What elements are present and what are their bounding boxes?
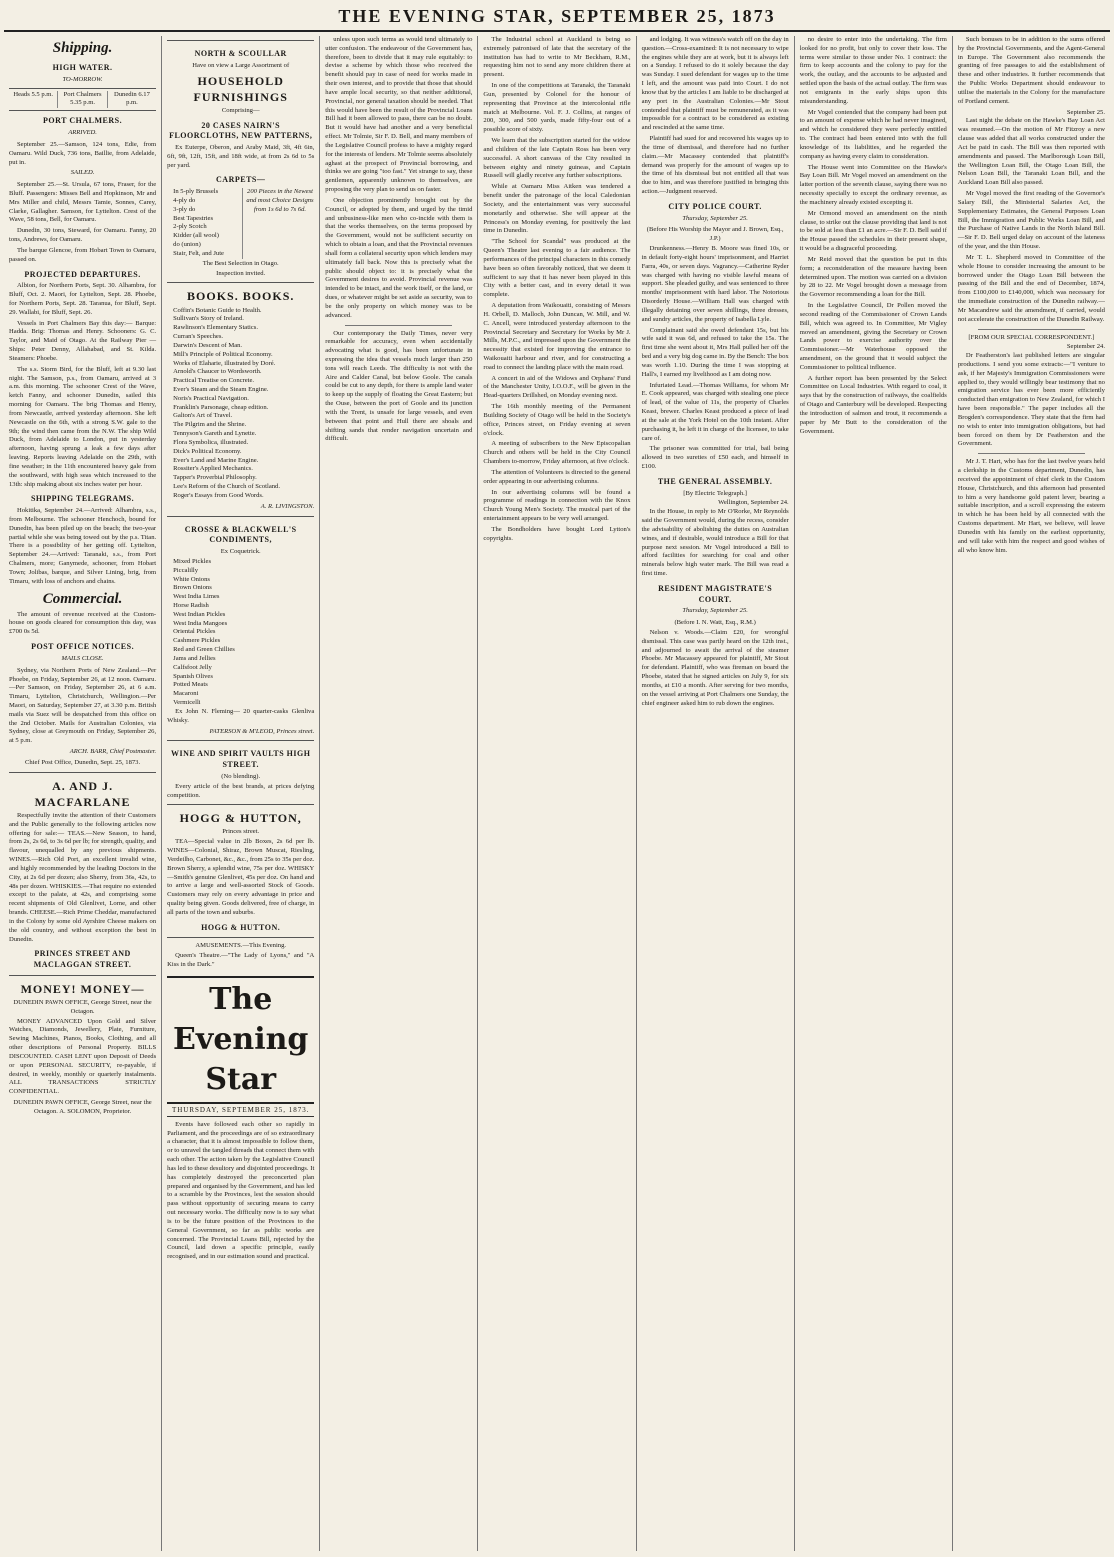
resident-text: Nelson v. Woods.—Claim £20, for wrongful dismissal. This case was partly heard on the 12th inst., and adjourned to await the arrival of the steamer Phoebe. Mr Macassey appeared for plaintiff, Mr Stout for defendant. Plaintiff, who was fireman on board the Phoebe, stated that he signed articles on July 9, for six months, at £10 a month. After serving for two months, on the vessel arriving at Port Chalmers one Sunday, the chief engineer asked him to rub down the engines. [641, 628, 789, 707]
dateline: September 24. [1066, 343, 1105, 351]
list-item: do (union) [173, 241, 201, 249]
port-chalmers-heading: PORT CHALMERS. [43, 116, 123, 126]
list-item: Sullivan's Story of Ireland. [173, 315, 244, 323]
north-sub: Have on view a Large Assortment of [192, 61, 290, 69]
wine-ad [167, 740, 314, 800]
divider [978, 453, 1085, 454]
assembly-text: In the House, in reply to Mr O'Rorke, Mr Reynolds said the Government would, during the recess, consider the advisability of abolishing the duties on Australian wines, and if desirable, would introduce a Bill for that purpose next session. Mr Vogel introduced a Bill to afford facilities for searching for coal and other minerals below high water mark. The Bill was read a first time. [641, 508, 789, 577]
cases-text: Ex Euterpe, Oberon, and Araby Maid, 3ft, 4ft 6in, 6ft, 9ft, 12ft, 15ft, and 18ft wide, at from 2s 6d to 5s per yard. [167, 143, 315, 169]
list-item: Works of Elaharie, illustrated by Doré. [173, 359, 276, 367]
list-item: Dick's Political Economy. [173, 447, 242, 455]
tomorrow-label: TO-MORROW. [62, 75, 103, 83]
assembly-cont: Such bonuses to be in addition to the sums offered by the Provincial Governments, and the Agent-General in Europe. The Government also recommends the granting of free passages to aid the establishment of these and other industries. It further recommends that the Public Works Department should endeavour to utilise the materials in the Colony for the manufacture of Portland cement. [957, 36, 1105, 105]
list-item: Kidder (all wool) [173, 232, 219, 240]
list-item: Oriental Pickles [173, 628, 216, 636]
assembly-cont: In the Legislative Council, Dr Pollen moved the second reading of the Commissioner of Crown Lands Bill, which was agreed to. In Committee, Mr Vigley moved an amendment, giving the Secretary or Crown Lands power to exercise authority over the Commissioner.—Mr Waterhouse opposed the amendment, on the ground that it would subject the Commissioner to political influence. [799, 302, 947, 371]
arrived-text-2: Dunedin, 30 tons, Steward, for Oamaru. Fanny, 20 tons, Andrews, for Oamaru. [9, 227, 157, 244]
list-item: Rossiter's Applied Mechanics. [173, 465, 253, 473]
inspection: Inspection invited. [216, 269, 266, 277]
divider [978, 329, 1085, 330]
special-correspondent: [FROM OUR SPECIAL CORRESPONDENT.] [968, 333, 1095, 341]
crosse-signature: PATERSON & M'LEOD, Princes street. [209, 727, 315, 735]
list-item: Arnold's Chaucer to Wordsworth. [173, 368, 262, 376]
cases-title: 20 CASES NAIRN'S FLOORCLOTHS, NEW PATTERNS, [169, 120, 313, 141]
court-text: Plaintiff had sued for and recovered his wages up to the time of dismissal, and therefore had no further claim.—Mr Macassey contended that plaintiff's demand was properly for the amount of wages up to the time of his dismissal but not entitled all that was due to him, and was therefore justified in bringing this action.—Judgment reserved. [641, 135, 789, 196]
mails-close-label: MAILS CLOSE. [61, 654, 104, 662]
list-item: Cashmere Pickles [173, 637, 221, 645]
projected-text: Albion, for Northern Ports, Sept. 30. Alhambra, for Bluff, Oct. 2. Maori, for Lyttelton, Sept. 28. Phoebe, for Northern Ports, Sept. 28. Taranua, for Bluff, Sept. 29. Wallabi, for Bluff, Sept. 26. [9, 282, 157, 316]
column-4 [478, 36, 636, 1551]
list-item: Practical Treatise on Concrete. [173, 377, 255, 385]
evening-star-date: THURSDAY, SEPTEMBER 25, 1873. [167, 1106, 314, 1116]
news-item: The 16th monthly meeting of the Permanent Building Society of Otago will be held in the Society's office, Princes street, on Friday evening at seven o'clock. [483, 403, 631, 437]
hogg-ad [167, 804, 314, 933]
news-item: Mr J. T. Hart, who has for the last twelve years held a clerkship in the Customs department, Dunedin, has received the appointment of chief clerk in the Custom House, Christchurch, and this afternoon had presented to him a very handsome gold patent lever, bearing a suitable inscription, and a scroll expressing the esteem in which he has been held by all connected with the Customs department. Mr Hart, we believe, will leave Dunedin with his family on the earliest opportunity, and will take with him the respect and good wishes of all who know him. [957, 458, 1105, 554]
money-footer: DUNEDIN PAWN OFFICE, George Street, near the Octagon. A. SOLOMON, Proprietor. [13, 1098, 152, 1115]
news-item: The attention of Volunteers is directed to the general order appearing in our advertising columns. [483, 468, 631, 485]
tide-port-chalmers: Port Chalmers 5.35 p.m. [58, 91, 107, 109]
police-court-sub: (Before His Worship the Mayor and J. Brown, Esq., J.P.) [646, 226, 784, 243]
list-item: 2-ply Scotch [173, 223, 207, 231]
evening-star-title: The Evening Star [167, 976, 314, 1105]
list-item: Tapper's Proverbial Philosophy. [173, 474, 257, 482]
correspondent-text: Dr Featherston's last published letters are singular productions. I send you some extracts:—"I venture to ask, if her Majesty's Immigration Commissioners were applied to, they would willingly bear testimony that no emigration service has ever been more efficiently conducted than emigration to New Zealand, for which I have been responsible." The paper includes all the Brogden's correspondence. They state that the firm had no wish to enter into immigration obligations, but had been forced on them by Dr Featherston and the Government. [957, 352, 1105, 448]
hogg-sub: Princes street. [222, 828, 260, 836]
sailed-label: SAILED. [70, 169, 95, 177]
arrived-label: ARRIVED. [68, 129, 97, 137]
shipping-heading: Shipping. [52, 40, 113, 56]
sailed-text: September 25.—St. Ursula, 67 tons, Fraser, for the Bluff. Passengers: Misses Bell and Hopkinson, Mr and Mrs Miller and child, Messrs Tamie, Sonnes, Carey, Clarke, Gallagher. Samson, for Lyttelton. Crest of the Wave, 58 tons, Bell, for Oamaru. [9, 181, 157, 224]
assembly-cont: The House went into Committee on the Hawke's Bay Loan Bill. Mr Vogel moved an amendment on the latter portion of the seventh clause, saying there was no necessity specially to except the ordinary revenue, as the machinery already existed excepting it. [799, 163, 947, 206]
list-item: Vermicelli [173, 699, 201, 707]
list-item: Calfsfoot Jelly [173, 663, 212, 671]
list-item: Piccalilly [173, 566, 199, 574]
commercial-text: The amount of revenue received at the Custom-house on goods cleared for consumption this day, was £700 0s 5d. [9, 610, 157, 636]
column-5 [637, 36, 795, 1551]
list-item: White Onions [173, 575, 210, 583]
news-item: A meeting of subscribers to the New Episcopalian Church and others will be held in the City Council Chambers to-morrow, Friday afternoon, at five o'clock. [483, 440, 631, 466]
household-title: HOUSEHOLD FURNISHINGS [193, 73, 288, 104]
court-text: and lodging. It was witness's watch off on the day in question.—Cross-examined: It is not necessary to wipe the engines while they are at work, but it is always left on a Sunday. I refused to do it solely because the day was Sunday. I sued defendant for wages up to the time I left, and the amount was paid into Court. I do not know that by the articles I am liable to be discharged at any port in the Australian Colonies.—Mr Stout contended that plaintiff must be remunerated, as it was impossible for a contract to be considered as existing and rescinded at the same time. [641, 36, 789, 132]
assembly-date: Wellington, September 24. [718, 499, 789, 507]
list-item: West India Limes [173, 593, 220, 601]
list-item: Brown Onions [173, 584, 212, 592]
crosse-ad [167, 516, 314, 737]
list-item: Ever's Steam and the Steam Engine. [173, 385, 269, 393]
high-water-heading: HIGH WATER. [52, 63, 113, 73]
resident-heading: RESIDENT MAGISTRATE'S COURT. [658, 583, 773, 604]
commercial-heading: Commercial. [42, 590, 123, 607]
carpet-list [173, 188, 242, 259]
arrived-text: September 25.—Samson, 124 tons, Edie, from Oamaru. Wild Duck, 736 tons, Baillie, from Adelaide, put in. [9, 140, 157, 166]
amusements [167, 937, 314, 969]
money-text: MONEY ADVANCED Upon Gold and Silver Watches, Diamonds, Jewellery, Plate, Furniture, Sewing Machines, Pianos, Books, Clothing, and all other descriptions of Personal Property. BILLS DISCOUNTED. CASH LENT upon Deposit of Deeds or upon PERSONAL SECURITY, re-payable, if desired, in weekly, monthly or quarterly instalments. ALL TRANSACTIONS STRICTLY CONFIDENTIAL. [9, 1017, 157, 1096]
barque-text: The barque Glencoe, from Hobart Town to Oamaru, passed on. [9, 246, 157, 263]
list-item: Mill's Principle of Political Economy. [173, 350, 273, 358]
masthead: THE EVENING STAR, SEPTEMBER 25, 1873 [338, 6, 776, 26]
list-item: Darwin's Descent of Man. [173, 341, 243, 349]
list-item: Galton's Art of Travel. [173, 412, 233, 420]
list-item: 3-ply do [173, 205, 196, 213]
editorial-cont-3: Our contemporary the Daily Times, never very remarkable for accuracy, even when accidentally advocating what is good, has been unfortunate in expressing the idea that vessels much larger than 250 tons will reach Leeds. The difficulty is not with the Aire and Calder Canal, but below Goole. The canals could be cut to any depth, for there is ample land water to keep up the supply of floating the Great Eastern; but the Ouse, between the port of Goole and its junction with the Trent, is unsafe for large vessels, and even between that point and Hull there are shoals and shifting sands that render navigation uncertain and difficult. [325, 329, 473, 443]
hogg-text: TEA—Special value in 2lb Boxes, 2s 6d per lb. WINES—Colonial, Shiraz, Brown Muscat, Riesling, Verdeilho, Carbonet, &c., &c., from 25s to 35s per doz. Brown Sherry, a splendid wine, 75s per doz. WHISKY—Smith's genuine Glenlivet, 45s per doz. On hand and to arrive a large and well-assorted Stock of Goods. Customers may rely on every advantage in price and quality being given. Goods delivered, free of charge, in all parts of the town and suburbs. [167, 838, 315, 916]
list-item: The Pilgrim and the Shrine. [173, 421, 247, 429]
column-7 [953, 36, 1110, 1551]
police-court-heading: CITY POLICE COURT. [668, 201, 762, 211]
money-title: MONEY! MONEY— [20, 981, 145, 996]
news-item: The Industrial school at Auckland is being so extremely patronised of late that the secretary of the institution has had to write to Mr Beckham, R.M., requesting him not to send any more children there at present. [483, 36, 631, 79]
wine-sub: (No blending). [221, 772, 261, 780]
column-3 [320, 36, 478, 1551]
list-item: Coffin's Botanic Guide to Health. [173, 306, 262, 314]
assembly-cont: A further report has been presented by the Select Committee on Local Industries. With regard to coal, it says that by the construction of railways, the coalfields of Otago and Canterbury will be developed. Respecting the introduction of salmon and trout, it recommends a paper by Mr Butt to the consideration of the Government. [799, 374, 947, 435]
telegrams-heading: SHIPPING TELEGRAMS. [30, 494, 135, 504]
news-item: "The School for Scandal" was produced at the Queen's Theatre last evening to a fair audience. The performances of the principal characters in this comedy have been so often favorably noticed, that we deem it sufficient to say that it has never been played in this City with a better cast, and in every detail it was complete. [483, 238, 631, 299]
crosse-list [173, 558, 314, 708]
editorial-cont-1: unless upon such terms as would tend ultimately to utter confusion. The endeavour of the Government has, therefore, been to divide that it may rule equitably: to devise a scheme by which those who received the benefit should pay in case of need for works made in their own interest, and to provide that those that should have ample local security, so that neither additional, Provincial, nor general taxation should be needed. That this would have been the result of the Provincial Loans Bill had it been allowed to pass, there can be no doubt. But it would have had another and a very beneficial effect. Mr Tolmie, Sir F. D. Bell, and many members of the Legislative Council profess to have a mighty regard for the interests of lenders. Mr Tolmie seems absolutely aghast at the prospect of Provincial borrowing, and thinks we are going "too fast." Yet strange to say, these gentlemen, apparently unknown to themselves, are proposing the very plan to send us on faster. [325, 36, 473, 194]
tide-dunedin: Dunedin 6.17 p.m. [113, 90, 150, 107]
list-item: Franklin's Parsonage, cheap edition. [173, 403, 269, 411]
list-item: Jams and Jellies [173, 654, 216, 662]
assembly-heading: THE GENERAL ASSEMBLY. [657, 476, 773, 486]
carpets-block [167, 188, 314, 259]
amusements-heading: AMUSEMENTS.—This Evening. [195, 942, 287, 950]
vessels-text: Vessels in Port Chalmers Bay this day:— Barque: Hadda. Brig: Thomas and Henry. Schooners: G. C. Taylor, and Maid of Otago. At the Railway Pier — Ships: Peter Denny, Allahabad, and St. Kilda. Steamers: Phoebe. [9, 319, 157, 362]
news-item: A concert in aid of the Widows and Orphans' Fund of the Manchester Unity, I.O.O.F., will be given in the Head-quarters Drillshed, on Monday evening next. [483, 374, 631, 400]
crosse-title: CROSSE & BLACKWELL'S CONDIMENTS, [184, 524, 297, 545]
money-ad [9, 975, 156, 1117]
tide-table [9, 88, 156, 112]
editorial-cont-2: One objection prominently brought out by the Council, or adopted by them, and urged by the timid and unbusiness-like men who co-incide with them is that the works themselves, on the terms proposed by the Government, would not be sufficient security on which to obtain a loan, and that the Provincial revenues shall form a collateral security upon which lenders may ultimately fall back. Now this is precisely what the public should object to: it is precisely what the Government desires to avoid. Provincial revenue was intended to be intact, and the work itself, or the land, or dues, or whatever might be set aside as security, was to be the only property on which money was to be advanced. [325, 196, 473, 319]
books-ad [167, 282, 314, 511]
column-6 [795, 36, 953, 1551]
assembly-sub: [By Electric Telegraph.] [683, 489, 747, 497]
column-2 [162, 36, 320, 1551]
list-item: Macaroni [173, 690, 199, 698]
north-title: NORTH & SCOULLAR [194, 49, 287, 58]
macfarlane-title: A. AND J. MACFARLANE [34, 778, 131, 809]
post-signature: ARCH. BARR, Chief Postmaster. [69, 748, 157, 756]
list-item: Lee's Reform of the Church of Scotland. [173, 483, 280, 491]
assembly-cont: Mr Reid moved that the question be put in this form; a reconsideration of the measure having been determined upon. The motion was carried on a division by 28 to 22. Mr Vogel brought down a message from the Governor recommending a loan for the Bill. [799, 255, 947, 299]
crosse-sub: Ex Coquetrick. [220, 548, 261, 556]
shipping-news: The s.s. Storm Bird, for the Bluff, left at 9.30 last night. The Samson, p.s., from Oamaru, arrived at 3 a.m. this morning. The schooner Crest of the Wave, ketch Fanny, and schooner Dunedin, sailed this morning for Oamaru. The brig Thomas and Henry, from Newcastle, arrived yesterday afternoon. She left Newcastle on the 6th, with a strong S.W. gale to the 9th; the wind then came from the N.W. The ship Wild Duck, from Adelaide to London, put in yesterday afternoon, having sprung a leak a few days after leaving. Reports leaving Adelaide on the 29th, with fine weather; in the 11th encountered heavy gale from the southward, with high seas which increased to the 13th: ship making about six inches water per hour. [9, 365, 157, 488]
list-item: Flora Symbolica, illustrated. [173, 438, 249, 446]
post-footer: Chief Post Office, Dunedin, Sept. 25, 1873. [25, 758, 141, 766]
resident-sub: (Before I. N. Watt, Esq., R.M.) [674, 619, 756, 627]
list-item: Red and Green Chillies [173, 646, 235, 654]
column-1 [4, 36, 162, 1551]
editorial-text: Events have followed each other so rapidly in Parliament, and the proceedings are of so extraordinary a character, that it is almost impossible to follow them, or to unravel the tangled threads that connect them with each other. The action taken by the Legislative Council has led to these desultory and disjointed proceedings. It has completely destroyed the preconcerted plan prepared and organised by the Government, and has led to a scramble by the Provinces, lest the session should pass without opportunity of securing means to carry out necessary works. The difficulty now is to say what is to be the future position of the Provinces to the General Government, so far as public works are concerned. The Provincial Loans Bill, rejected by the Council, laid down a specific principle, easily recognised, and in our estimation sound and practical. [167, 1120, 315, 1261]
list-item: Spanish Olives [173, 672, 213, 680]
best-selection: The Best Selection in Otago. [202, 259, 279, 267]
crosse-footer: Ex John N. Fleming— 20 quarter-casks Glenliva Whisky. [167, 707, 315, 724]
dateline: September 25. [1066, 108, 1105, 116]
news-item: While at Oamaru Miss Aitken was tendered a benefit under the patronage of the local Caledonian Society, and the entertainment was very successful monetarily and otherwise. She will appear at the Princess's on Monday evening, for positively the last time in Dunedin. [483, 183, 631, 235]
police-court-date: Thursday, September 25. [682, 214, 748, 222]
police-court-text: The prisoner was committed for trial, bail being allowed in two sureties of £50 each, and himself in £100. [641, 445, 789, 470]
list-item: Horse Radish [173, 601, 209, 609]
assembly-cont: Mr Vogel moved the first reading of the Governor's Salary Bill, the Ministerial Salaries Act, the Supplementary Estimates, the General Purposes Loan Bill, the Immigration and Public Works Loan Bill, and the Purchase of Native Lands in the North Island Bill.—Sir F. D. Bell urged delay on account of the lateness of the year, and the thin House. [957, 190, 1105, 251]
money-sub: DUNEDIN PAWN OFFICE, George Street, near the Octagon. [13, 998, 152, 1015]
books-title: BOOKS. BOOKS. [187, 289, 295, 304]
list-item: Tennyson's Gareth and Lynette. [173, 430, 257, 438]
divider [345, 325, 452, 326]
north-scoullar-ad [167, 40, 314, 278]
assembly-cont: Mr Vogel contended that the company had been put to an amount of expense which he had never imagined, and which he considered they were perfectly entitled to. The contract had been entered into with the full knowledge of its liabilities, and he regarded the company as having every claim to consideration. [799, 108, 947, 160]
macfarlane-ad [9, 772, 156, 971]
books-signature: A. R. LIVINGSTON. [260, 502, 315, 510]
list-item: Roger's Essays from Good Words. [173, 491, 264, 499]
list-item: Rawlinson's Elementary Statics. [173, 324, 259, 332]
hogg-title: HOGG & HUTTON, [179, 811, 302, 826]
assembly-cont: Last night the debate on the Hawke's Bay Loan Act was resumed.—On the motion of Mr Fitzroy a new clause was added that all works constructed under the Act be paid in cash. The Bill was then reported with amendments and passed. The Marlborough Loan Bill, the Wellington Loan Bill, the Otago Loan Bill, the Nelson Loan Bill, the Taranaki Loan Bill, and the Auckland Loan Bill also passed. [957, 117, 1105, 187]
list-item: Ever's Land and Marine Engine. [173, 456, 259, 464]
telegrams-text: Hokitika, September 24.—Arrived: Alhambra, s.s., from Melbourne. The schooner Henchoch, bound for Dunedin, has been piled up on the beach; the two-year partial while she was being towed out by the p.s. Titan. There is a possibility of her getting off. Lyttelton, September 24.—Arrived: Taranaki, s.s., from Port Chalmers, more; Ganymede, schooner, from Hobart Town; Jolibas, barque, and Silver Lining, brig, from Timaru, with loss of anchors and chains. [9, 507, 157, 585]
columns [4, 36, 1110, 1551]
resident-date: Thursday, September 25. [682, 607, 748, 615]
masthead-rule [4, 30, 1110, 32]
list-item: West India Mangoes [173, 619, 228, 627]
post-office-heading: POST OFFICE NOTICES. [31, 642, 135, 652]
list-item: West Indian Pickles [173, 610, 226, 618]
wine-title: WINE AND SPIRIT VAULTS HIGH STREET. [170, 749, 311, 770]
list-item: Mixed Pickles [173, 557, 212, 565]
list-item: Curran's Speeches. [173, 333, 224, 341]
news-item: In our advertising columns will be found a programme of readings in connection with the Knox Church Young Men's Society. The musical part of the entertainment appears to be very well arranged. [483, 488, 631, 523]
macfarlane-text: Respectfully invite the attention of their Customers and the Public generally to the following articles now offering for sale:— TEAS.—New Season, to hand, from 2s, 2s 6d, to 3s 6d per lb; for strength, quality, and flavour, unequalled by any previous shipments. WINES.—Rich Old Port, an excellent invalid wine, and highly recommended by the leading Doctors in the City, at 2s 6d per dozen; also Sherry, from 36s, 42s, to 48s per dozen. WHISKIES.—That require no extended except to the palate, at 42s, and comprising some recent shipments of Old Glenlivet, Lorne, and other brands. CHEESE.—Rich Prime Cheddar, manufactured in the Colony by some old Ayrshire Cheese makers on the old country, and without exception the best in Dunedin. [9, 811, 157, 943]
list-item: 4-ply do [173, 197, 196, 204]
assembly-cont: Mr T. L. Shepherd moved in Committee of the whole House to consider increasing the amount to be borrowed under the Otago Loan Bill between the passing of the Bill and the end of December, 1874, from £100,000 to £140,000, which was necessary for the immediate construction of the Dunedin railway.—Mr Macandrew said the amendment, if carried, would not accelerate the construction of the Dunedin Railway. [957, 253, 1105, 323]
books-list [173, 307, 314, 501]
projected-heading: PROJECTED DEPARTURES. [24, 269, 141, 279]
police-court-text: Drunkenness.—Henry B. Moore was fined 10s, or in default forty-eight hours' imprisonment, and Harriet Farra, 40s, or seven days. Vagrancy.—Catherine Ryder was charged with having no visible lawful means of support. She pleaded guilty, and was sentenced to three months' imprisonment with hard labor. The Notorious Disorderly House.—William Hall was charged with illegally detaining over seven shillings, three dresses, and sundry articles, the property of Isabella Lyle. [641, 245, 789, 323]
macfarlane-footer: PRINCES STREET AND MACLAGGAN STREET. [33, 949, 132, 970]
police-court-text: Complainant said she owed defendant 15s, but his wife said it was 6d, and refused to take the 15s. The first time she went about it, Mrs Hall pulled her off the bed and a very big dog came in. By the Bench: The box was worth 1.10. During the time I was stopping at Hall's, I earned my livelihood as I am doing now. [641, 326, 789, 378]
carpets-title: CARPETS— [216, 175, 266, 185]
list-item: In 5-ply Brussels [173, 188, 219, 196]
assembly-cont: no desire to enter into the undertaking. The firm looked for no profit, but only to cover their loss. The terms were similar to those under No. 1 contract: the firm to keep accounts and the colony to pay for the work, the outlay, and the accounts to be adjusted and settled upon the basis of the actual outlay. The firm was not emigrants in the early ships upon this misunderstanding. [799, 36, 947, 105]
list-item: Noris's Practical Navigation. [173, 394, 249, 402]
wine-text: Every article of the best brands, at prices defying competition. [167, 782, 315, 799]
police-court-text: Infuriated Lead.—Thomas Williams, for whom Mr E. Cook appeared, was charged with stealing one piece of lead, of the value of 11s, the property of Charles Keast, brewer. Charles Keast produced a piece of lead at the sale at the York Hotel on the 10th instant. After purchasing it, he left it in charge of the licensee, to take care of. [641, 381, 789, 442]
list-item: Potted Meats [173, 681, 208, 689]
assembly-cont: Mr Ormond moved an amendment on the ninth clause, to strike out the clause providing that land is not to be sold at less than £1 an acre.—Sir F. D. Bell said if the House passed the schedules in their present shape, it would be a disgraceful proceeding. [799, 209, 947, 253]
list-item: Stair, Felt, and Jute [173, 249, 224, 257]
news-footer: The Bondholders have bought Lord Lytton's copyrights. [483, 525, 631, 542]
list-item: Best Tapestries [173, 214, 214, 222]
news-item: We learn that the subscription started for the widow and children of the late Captain Ross has been very successful. A short canvass of the City resulted in between eighty and ninety guineas, and Captain Russell will gladly receive any further subscriptions. [483, 137, 631, 180]
news-item: In one of the competitions at Taranaki, the Taranaki Gun, presented by Colonel for the honour of representing that Province at the intercolonial rifle match at Melbourne. Vol. F. J. Collins, at ranges of 200, 300, and 500 yards, made fifty-four out of a possible score of sixty. [483, 82, 631, 134]
hogg-signature: HOGG & HUTTON. [201, 922, 281, 932]
post-text: Sydney, via Northern Ports of New Zealand.—Per Phoebe, on Friday, September 26, at 12 noon. Oamaru.—Per Samson, on Friday, September 26, at 6 a.m. Timaru, Lyttelton, Christchurch, Wellington.—Per Maori, on Saturday, September 27, at 3.30 p.m. British mails via Suez will be despatched from this office on the 2nd October. Mails for Australian Colonies, via Sydney, close at Greymouth on Friday, September 26, at 5 p.m. [9, 666, 157, 745]
news-item: A deputation from Waikouaiti, consisting of Messrs H. Orbell, D. Malloch, John Duncan, W. Mill, and W. C. Ancell, were introduced yesterday afternoon to the Provincial Secretary and Secretary for Works by Mr J. Mills, M.P.C., and impressed upon the Government the necessity that existed for improving the entrance to Waikouaiti harbour and river, and for constructing a road to connect the landing place with the main road. [483, 302, 631, 371]
comprising-label: Comprising— [221, 106, 260, 114]
carpet-note: 200 Pieces in the Newest and most Choice Designs from 1s 6d to 7s 6d. [242, 188, 315, 259]
amusements-text: Queen's Theatre.—"The Lady of Lyons," and "A Kiss in the Dark." [167, 952, 315, 969]
tide-heads: Heads 5.5 p.m. [9, 91, 58, 109]
